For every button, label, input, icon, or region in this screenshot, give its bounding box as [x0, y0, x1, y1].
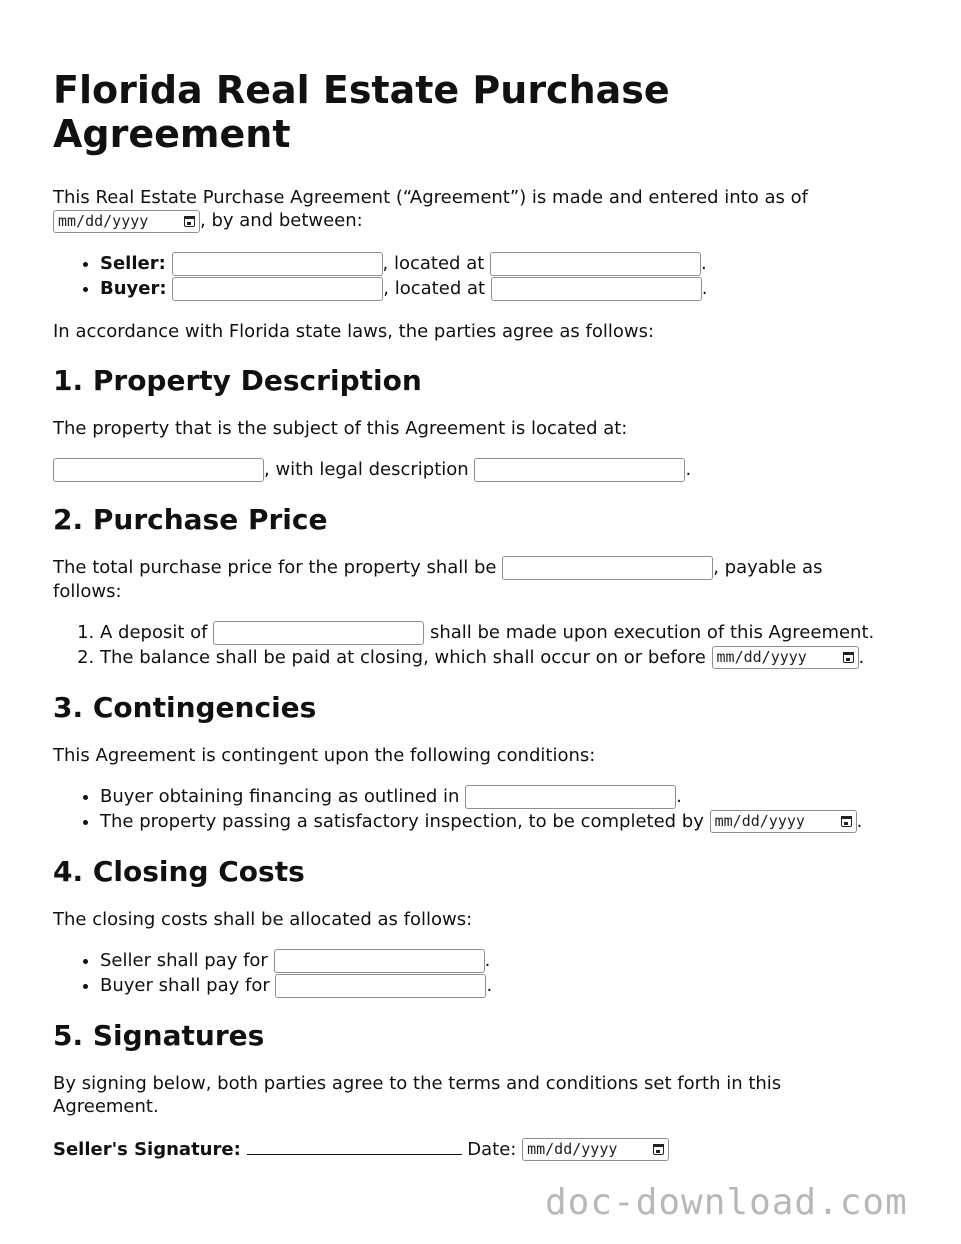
seller-pays-input[interactable] — [274, 949, 485, 973]
date-placeholder: mm/dd/yyyy — [527, 1140, 618, 1158]
date-placeholder: mm/dd/yyyy — [58, 211, 149, 230]
property-address-input[interactable] — [53, 458, 264, 482]
list-item — [100, 276, 913, 301]
period: . — [858, 646, 865, 668]
list-item — [100, 645, 913, 670]
document-title: Florida Real Estate Purchase Agreement — [53, 68, 670, 156]
price-paragraph — [53, 556, 873, 603]
period: . — [685, 458, 692, 480]
signatures-text: By signing below, both parties agree to the terms and conditions set forth in this Agreement. — [53, 1072, 782, 1117]
period: . — [676, 785, 682, 807]
list-item — [100, 973, 913, 998]
property-text: The property that is the subject of this Agreement is located at: — [53, 417, 628, 439]
signature-date-label: Date: — [467, 1138, 517, 1160]
intro-text-after: , by and between: — [200, 210, 363, 231]
buyer-pays-input[interactable] — [275, 974, 486, 998]
seller-signature-label: Seller's Signature: — [53, 1138, 241, 1160]
deposit-text: A deposit of — [100, 621, 208, 643]
buyer-label: Buyer: — [100, 277, 167, 299]
buyer-pays-text: Buyer shall pay for — [100, 974, 270, 996]
calendar-icon[interactable] — [843, 652, 854, 663]
financing-text: Buyer obtaining financing as outlined in — [100, 785, 460, 807]
period: . — [484, 949, 491, 971]
list-item — [100, 620, 913, 645]
contingencies-list — [53, 784, 913, 834]
calendar-icon[interactable] — [653, 1144, 664, 1155]
seller-pays-text: Seller shall pay for — [100, 949, 268, 971]
legal-description-text: , with legal description — [264, 458, 469, 480]
closing-date-input[interactable] — [712, 646, 859, 669]
balance-text: The balance shall be paid at closing, which shall occur on or before — [100, 646, 706, 668]
period: . — [486, 974, 493, 996]
price-text: The total purchase price for the property shall be — [53, 556, 497, 578]
date-placeholder: mm/dd/yyyy — [716, 648, 807, 666]
section-heading-price: 2. Purchase Price — [53, 502, 328, 536]
seller-signature-field[interactable] — [247, 1136, 462, 1155]
parties-list — [53, 251, 913, 301]
seller-address-input[interactable] — [490, 252, 701, 276]
seller-located-text: , located at — [382, 252, 485, 274]
purchase-price-input[interactable] — [502, 556, 713, 580]
price-text-after: , payable as follows: — [53, 556, 823, 602]
date-placeholder: mm/dd/yyyy — [714, 812, 805, 830]
buyer-address-input[interactable] — [491, 277, 702, 301]
period: . — [856, 810, 863, 832]
contingencies-text: This Agreement is contingent upon the following conditions: — [53, 744, 596, 766]
section-heading-signatures: 5. Signatures — [53, 1018, 265, 1052]
closing-costs-text: The closing costs shall be allocated as follows: — [53, 908, 473, 930]
period: . — [701, 277, 708, 299]
calendar-icon[interactable] — [184, 216, 195, 227]
section-heading-contingencies: 3. Contingencies — [53, 690, 317, 724]
property-line — [53, 458, 913, 482]
deposit-input[interactable] — [213, 621, 424, 645]
section-heading-property: 1. Property Description — [53, 363, 422, 397]
legal-description-input[interactable] — [474, 458, 685, 482]
list-item — [100, 784, 913, 809]
deposit-text-after: shall be made upon execution of this Agreement. — [429, 621, 875, 643]
price-terms-list — [53, 620, 913, 670]
period: . — [701, 252, 707, 274]
seller-label: Seller: — [100, 252, 166, 274]
list-item — [100, 251, 913, 276]
agreement-date-input[interactable] — [53, 210, 200, 233]
list-item — [100, 809, 913, 834]
seller-signature-date-input[interactable] — [522, 1138, 669, 1161]
calendar-icon[interactable] — [841, 816, 852, 827]
seller-name-input[interactable] — [172, 252, 383, 276]
inspection-text: The property passing a satisfactory inspection, to be completed by — [100, 810, 704, 832]
buyer-located-text: , located at — [383, 277, 486, 299]
buyer-name-input[interactable] — [172, 277, 383, 301]
list-item — [100, 948, 913, 973]
closing-costs-list — [53, 948, 913, 998]
section-heading-closing-costs: 4. Closing Costs — [53, 854, 305, 888]
watermark: doc-download.com — [545, 1182, 908, 1223]
inspection-date-input[interactable] — [710, 810, 857, 833]
seller-signature-line — [53, 1136, 913, 1162]
financing-input[interactable] — [465, 785, 676, 809]
document-page — [53, 68, 913, 1161]
intro-text: This Real Estate Purchase Agreement (“Agreement”) is made and entered into as of — [53, 187, 808, 208]
intro-paragraph — [53, 186, 913, 233]
accordance-text: In accordance with Florida state laws, the parties agree as follows: — [53, 320, 655, 342]
